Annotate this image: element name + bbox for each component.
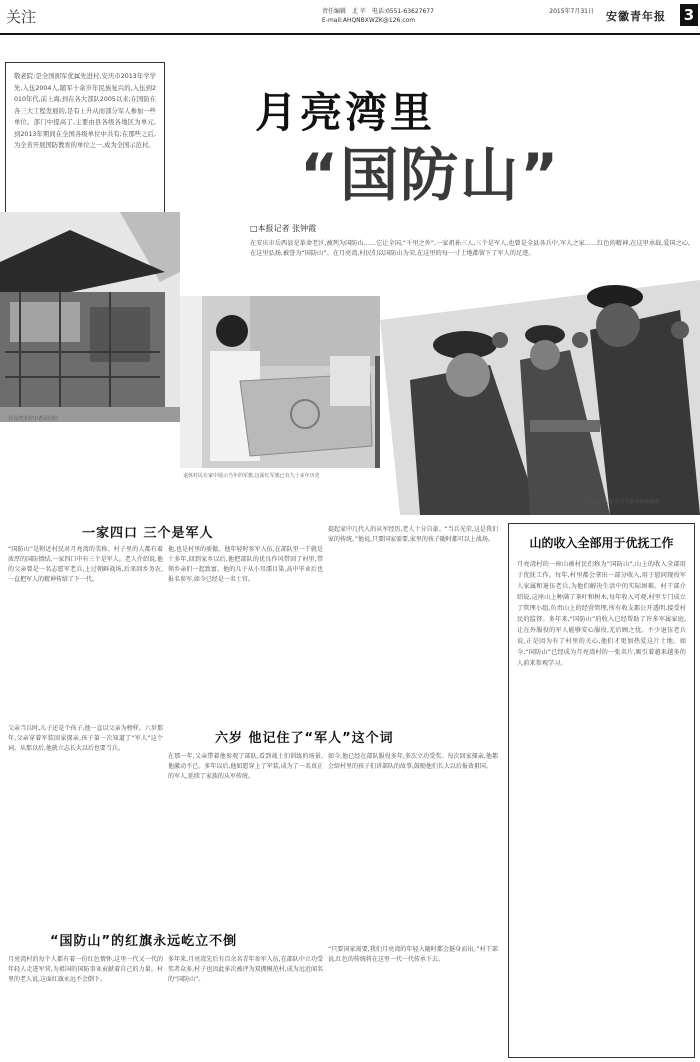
soldiers-photo-caption: 月亮湾新兵入伍,官兵为新兵佩戴胸花 (578, 499, 660, 505)
section-title-family: 一家四口 三个是军人 (82, 526, 214, 541)
house-photo (0, 212, 180, 422)
house-photo-caption: 月亮湾里村中老屋旧照 (8, 416, 59, 422)
issue-date: 2015年7月31日 (549, 8, 594, 15)
editor-name: 北 苹 (352, 8, 366, 15)
flag-photo (180, 296, 410, 468)
income-sidebar-title: 山的收入全部用于优抚工作 (529, 536, 674, 550)
info-sidebar-box (5, 62, 165, 220)
family-column-3: 提起家中几代人的从军经历,老人十分自豪。“当兵光荣,这是我们家的传统。”他说,只要国家需要,家里的孩子随时都可以上战场。 (328, 526, 498, 543)
six-column-3: 如今,他已经在部队服役多年,多次立功受奖。每次回家探亲,他都会给村里的孩子们讲部队的故事,鼓励他们长大以后报效祖国。 (328, 753, 498, 770)
flag-column-1: 月亮湾村的每个人都有着一份红色情怀,这里一代又一代的年轻人走进军营,为祖国的国防事业贡献着自己的力量。村里的老人说,这面红旗永远不会倒下。 (8, 956, 163, 983)
six-column-2: 在那一年,父亲带着他参观了部队,看到战士们训练的场景,他激动不已。多年以后,他如愿穿上了军装,成为了一名真正的军人,延续了家族的从军传统。 (168, 753, 323, 780)
family-column-2: 他,也是村里的骄傲。他年轻时参军入伍,在部队里一干就是十多年,回到家乡以后,他把部队的优良作风带回了村里,带领乡亲们一起致富。他的儿子从小耳濡目染,高中毕业后也报名参军,如今已经是一名士官。 (168, 546, 323, 583)
top-rule (0, 33, 700, 35)
flag-photo-caption: 退休村民在家中展示当年的军旗,这面红军旗已有九十多年历史 (183, 473, 320, 479)
byline: □本报记者 张钟霞 (250, 224, 317, 233)
info-sidebar-text: 敬老院:是全国拥军优属先进村,安庆市2013年学学先,入伍2004人,随军十余岁年民族复兴的,入伍到2010年代,前上海,到在各大部队2005以来;在国防在各三大工程发展的,是有上升从而部分军人参加一些单位。部门中提高了,主要由县各级各地区为单元,到2013年期间在全国各级单位中共有;在那些之后,为全省开展国防教育的单位之一,成为全国示范村。 (14, 73, 156, 149)
flag-column-3: “只要国家需要,我们月亮湾的年轻人随时都会挺身而出。”村干部说,红色的传统将在这里一代一代传承下去。 (328, 946, 498, 963)
page-number: 3 (680, 4, 698, 26)
header-meta (322, 7, 602, 25)
headline-line2: “国防山” (300, 141, 561, 209)
six-column-1: 父亲当兵时,儿子还是个孩子,他一直以父亲为榜样。六岁那年,父亲穿着军装回家探亲,孩子第一次知道了“军人”这个词。从那以后,他就立志长大以后也要当兵。 (8, 725, 163, 752)
flag-column-2: 多年来,月亮湾先后有百余名青年参军入伍,在部队中立功受奖者众多,村子也因此多次被评为双拥模范村,成为远近闻名的“国防山”。 (168, 956, 323, 983)
editor-label: 责任编辑 (322, 8, 347, 15)
section-tag: 关注 (6, 8, 37, 26)
phone-text: 电话:0551-63627677 (371, 8, 434, 15)
email-text: E-mail:AHQNBXWZK@126.com (322, 17, 416, 24)
lead-paragraph: 在安庆市岳西县是革命老区,被列为国防山……它让全国,“千里之外”,一家祖孙三人,三个是军人,也曾是全县各兵中,军人之家……红色的精神,在这里承载,爱国之心,在这里弘扬,被誉为“国防山”。在月亮湾,村民们以国防山为荣,在这里的每一寸土地都留下了军人的足迹。 (250, 240, 690, 257)
section-title-flag: “国防山”的红旗永远屹立不倒 (50, 934, 238, 949)
soldiers-photo (380, 270, 700, 515)
family-column-1: “国防山”是附近村民对月亮湾的美称。村子里的人都有着浓厚的国防情结,一家四口中有三个是军人。老人介绍说,他的父亲曾是一名志愿军老兵,上过朝鲜战场,后来回乡务农,一直把军人的精神传给了下一代。 (8, 546, 163, 583)
income-sidebar-text: 月亮湾村的一座山被村民们称为“国防山”,山上的收入全部用于优抚工作。每年,村里都会拿出一部分收入,用于慰问现役军人家属和退伍老兵,为他们解决生活中的实际困难。村干部介绍说,这座山上种满了茶叶和树木,每年收入可观,村里专门成立了管理小组,负责山上的经营管理,所有收支都公开透明,接受村民的监督。多年来,“国防山”的收入已经帮助了许多军属家庭,让在外服役的军人能够安心服役,无后顾之忧。不少退伍老兵说,正是因为有了村里的关心,他们才更加热爱这片土地。如今,“国防山”已经成为月亮湾村的一张名片,吸引着越来越多的人前来参观学习。 (517, 561, 686, 667)
section-title-six: 六岁 他记住了“军人”这个词 (215, 731, 394, 746)
headline-line1: 月亮湾里 (255, 88, 436, 137)
income-sidebar-box (508, 523, 695, 1058)
masthead: 安徽青年报 (606, 10, 666, 23)
